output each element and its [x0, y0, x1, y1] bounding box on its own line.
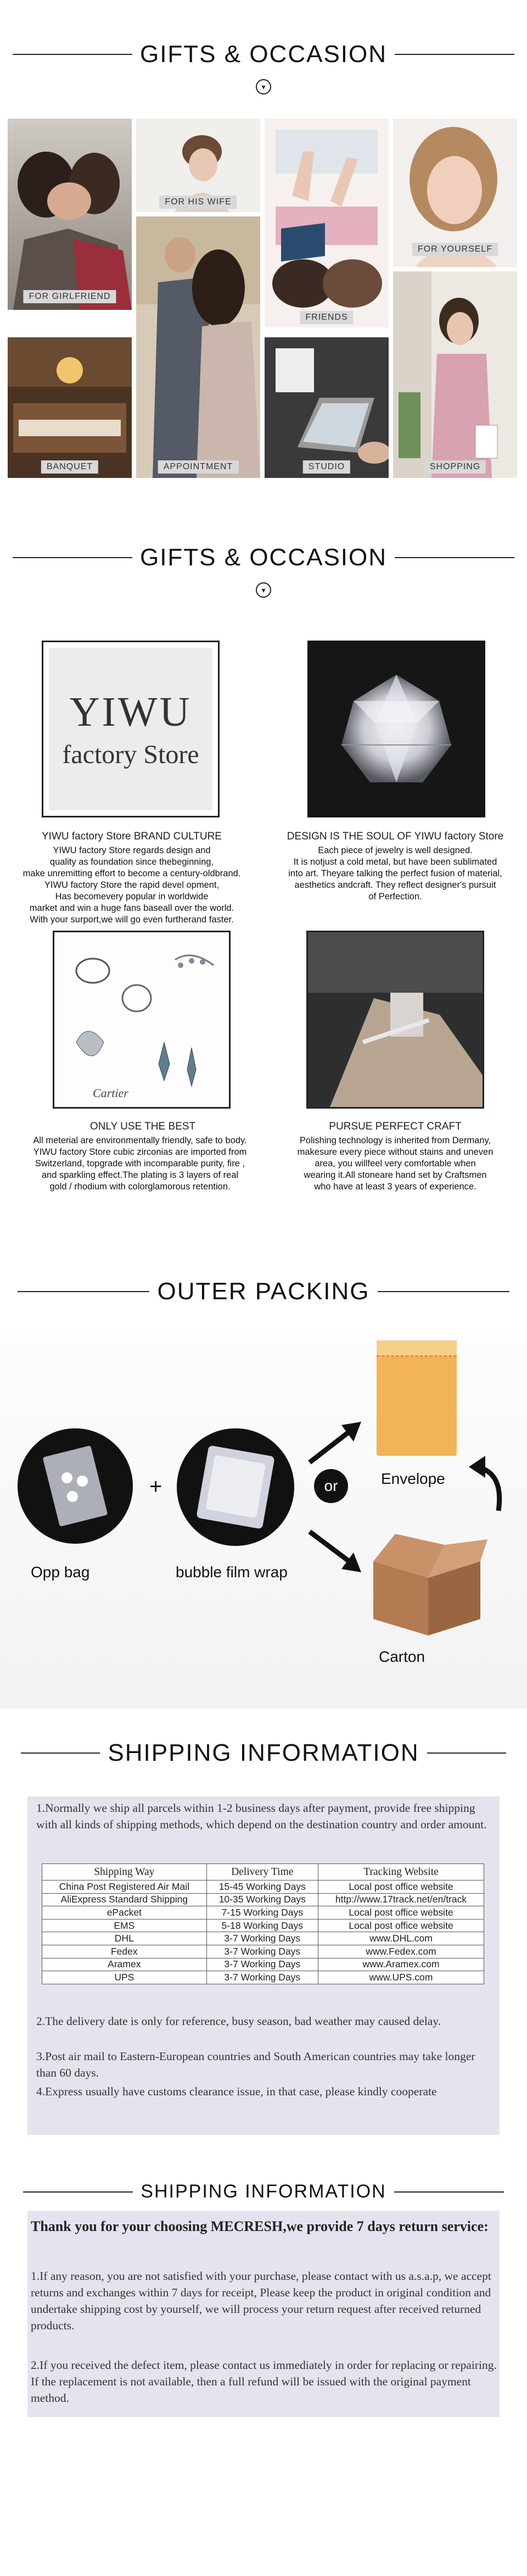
craft-title: PURSUE PERFECT CRAFT: [329, 1121, 462, 1132]
photo-friends: [265, 119, 389, 327]
bubble-wrap-icon: [177, 1428, 294, 1546]
gifts-header-1: [0, 41, 527, 68]
table-cell: http://www.17track.net/en/track: [318, 1893, 484, 1906]
culture-title: YIWU factory Store BRAND CULTURE: [42, 831, 222, 842]
table-cell: Local post office website: [318, 1919, 484, 1932]
returns-heading: Thank you for your choosing MECRESH,we provide 7 days return service:: [31, 2218, 489, 2234]
table-cell: 7-15 Working Days: [206, 1906, 318, 1920]
photo-caption: BANQUET: [41, 460, 98, 474]
table-header-row: [42, 1864, 484, 1880]
table-cell: www.Fedex.com: [318, 1945, 484, 1958]
returns-note-1: 1.If any reason, you are not satisfied with your purchase, please contact with us a.s.a.p, we accept returns and exchanges within 7 days for receipt, Please keep the product in original condition and undertake shipping cost by yourself, we will process your return request after received returned products.: [31, 2269, 491, 2332]
opp-bag-icon: [18, 1428, 133, 1544]
photo-banquet: [8, 337, 132, 478]
table-cell: www.DHL.com: [318, 1932, 484, 1945]
divider-line: [395, 557, 514, 558]
table-row: [42, 1971, 484, 1984]
banquet-image: [8, 337, 132, 478]
table-row: [42, 1919, 484, 1932]
table-cell: 5-18 Working Days: [206, 1919, 318, 1932]
best-title: ONLY USE THE BEST: [89, 1121, 196, 1132]
divider-line: [427, 1752, 506, 1754]
photo-caption: FOR YOURSELF: [412, 243, 498, 256]
packing-header: [0, 1278, 527, 1305]
table-cell: EMS: [42, 1919, 207, 1932]
photo-appointment: [136, 216, 260, 478]
or-label: or: [324, 1477, 338, 1494]
table-cell: ePacket: [42, 1906, 207, 1920]
craft-text: Polishing technology is inherited from Dermany, makesure every piece without stains and uneven area, you willfeel very comfortable when wearing it.All stoneare hand set by Craftsmen who have at least 3 years of experience.: [297, 1136, 494, 1192]
table-row: [42, 1958, 484, 1971]
table-row: [42, 1880, 484, 1894]
arrow-down-icon: [306, 1527, 367, 1577]
divider-line: [21, 1752, 100, 1754]
section-title: SHIPPING INFORMATION: [141, 2181, 386, 2202]
column-header: Shipping Way: [42, 1864, 207, 1880]
photo-caption: FRIENDS: [300, 311, 353, 324]
table-row: [42, 1906, 484, 1920]
opp-bag-image: [18, 1428, 133, 1544]
craftsman-image: [306, 931, 484, 1109]
table-cell: AliExpress Standard Shipping: [42, 1893, 207, 1906]
divider-line: [378, 1291, 509, 1292]
table-cell: DHL: [42, 1932, 207, 1945]
jewelry-sketch-image: [53, 931, 231, 1109]
divider-line: [394, 2191, 504, 2193]
photo-caption: FOR GIRLFRIEND: [23, 290, 116, 303]
or-badge: [314, 1469, 348, 1503]
shipping-note-2: 2.The delivery date is only for reference, busy season, bad weather may caused delay.: [36, 2015, 441, 2028]
divider-line: [13, 54, 132, 55]
diamond-icon: [307, 641, 485, 817]
photo-bride: [136, 119, 260, 212]
carton-label: Carton: [379, 1648, 425, 1665]
carton-image: [362, 1523, 487, 1638]
table-cell: Aramex: [42, 1958, 207, 1971]
returns-header: [0, 2181, 527, 2202]
photo-caption: SHOPPING: [424, 460, 486, 474]
carton-icon: [362, 1523, 487, 1638]
section-title: SHIPPING INFORMATION: [108, 1739, 419, 1766]
couple-image: [8, 119, 132, 310]
shipping-note-3: 3.Post air mail to Eastern-European countries and South American countries may take longer than 60 days.: [36, 2050, 475, 2079]
design-title: DESIGN IS THE SOUL OF YIWU factory Store: [287, 831, 504, 842]
table-row: [42, 1893, 484, 1906]
section-title: GIFTS & OCCASION: [139, 41, 388, 68]
column-header: Tracking Website: [318, 1864, 484, 1880]
table-cell: Local post office website: [318, 1906, 484, 1920]
table-cell: Local post office website: [318, 1880, 484, 1894]
column-header: Delivery Time: [206, 1864, 318, 1880]
envelope-label: Envelope: [381, 1470, 445, 1487]
envelope-image: [377, 1340, 457, 1456]
chevron-down-icon: ▾: [256, 79, 271, 94]
brand-logo-box: [42, 641, 220, 817]
table-cell: UPS: [42, 1971, 207, 1984]
photo-shopping: [393, 271, 517, 478]
photo-caption: APPOINTMENT: [158, 460, 239, 474]
diamond-image: [307, 641, 485, 817]
section-title: GIFTS & OCCASION: [139, 544, 388, 571]
bubble-wrap-image: [177, 1428, 294, 1546]
photo-portrait: [393, 119, 517, 267]
shipping-note-4: 4.Express usually have customs clearance issue, in that case, please kindly cooperate: [36, 2085, 437, 2098]
plus-sign: +: [149, 1475, 162, 1499]
opp-bag-label: Opp bag: [31, 1564, 90, 1581]
table-cell: 3-7 Working Days: [206, 1945, 318, 1958]
table-row: [42, 1945, 484, 1958]
ring-sketch-icon: [54, 932, 229, 1107]
table-cell: China Post Registered Air Mail: [42, 1880, 207, 1894]
table-cell: 15-45 Working Days: [206, 1880, 318, 1894]
returns-note-2: 2.If you received the defect item, please contact us immediately in order for replacing or repairing. If the replacement is not available, then a full refund will be issued with the original payment method.: [31, 2358, 497, 2405]
arrow-up-icon: [306, 1417, 367, 1467]
table-cell: Fedex: [42, 1945, 207, 1958]
table-cell: www.Aramex.com: [318, 1958, 484, 1971]
divider-line: [13, 557, 132, 558]
curved-arrow-icon: [466, 1450, 509, 1516]
sketch-signature: Cartier: [93, 1086, 128, 1100]
table-cell: 10-35 Working Days: [206, 1893, 318, 1906]
culture-text: YIWU factory Store regards design and quality as foundation since thebeginning, make unremitting effort to become a century-oldbrand. YIWU factory Store the rapid devel opment, Has becomevery popular in worldwide market and win a huge fans baseall over the world. With your surport,we will go even furtherand faster.: [23, 845, 241, 925]
table-cell: 3-7 Working Days: [206, 1932, 318, 1945]
appointment-image: [136, 216, 260, 478]
envelope-flap: [377, 1340, 457, 1357]
photo-caption: FOR HIS WIFE: [159, 196, 237, 209]
gifts-header-2: [0, 544, 527, 571]
design-text: Each piece of jewelry is well designed. It is notjust a cold metal, but have been sublimated into art. Theyare talking the perfect fusion of material, aesthetics andcraft. They reflect designer's pursuit of Perfection.: [288, 845, 502, 902]
shipping-header: [0, 1739, 527, 1767]
table-cell: 3-7 Working Days: [206, 1971, 318, 1984]
table-cell: www.UPS.com: [318, 1971, 484, 1984]
divider-line: [18, 1291, 149, 1292]
craft-photo: [308, 932, 483, 1107]
best-text: All meterial are environmentally friendly, safe to body. YIWU factory Store cubic zirconias are imported from Switzerland, topgrade with incomparable purity, fire , and sparkling effect.The plating is 3 layers of real gold / rhodium with colorglamorous retention.: [33, 1136, 247, 1192]
shopping-image: [393, 271, 517, 478]
brand-logo: [49, 648, 212, 810]
divider-line: [395, 54, 514, 55]
section-title: OUTER PACKING: [157, 1278, 370, 1305]
studio-image: [265, 337, 389, 478]
divider-line: [23, 2191, 133, 2193]
bubble-wrap-label: bubble film wrap: [176, 1564, 288, 1581]
photo-studio: [265, 337, 389, 478]
shipping-table: [42, 1863, 484, 1984]
table-row: [42, 1932, 484, 1945]
photo-caption: STUDIO: [303, 460, 350, 474]
photo-couple: [8, 119, 132, 310]
logo-title: YIWU: [69, 689, 192, 735]
logo-subtitle: factory Store: [62, 740, 199, 769]
shipping-note-1: 1.Normally we ship all parcels within 1-2 business days after payment, provide free shipping with all kinds of shipping methods, which depend on the destination country and order amount.: [36, 1801, 487, 1831]
chevron-down-icon: ▾: [256, 582, 271, 598]
table-cell: 3-7 Working Days: [206, 1958, 318, 1971]
friends-image: [265, 119, 389, 327]
